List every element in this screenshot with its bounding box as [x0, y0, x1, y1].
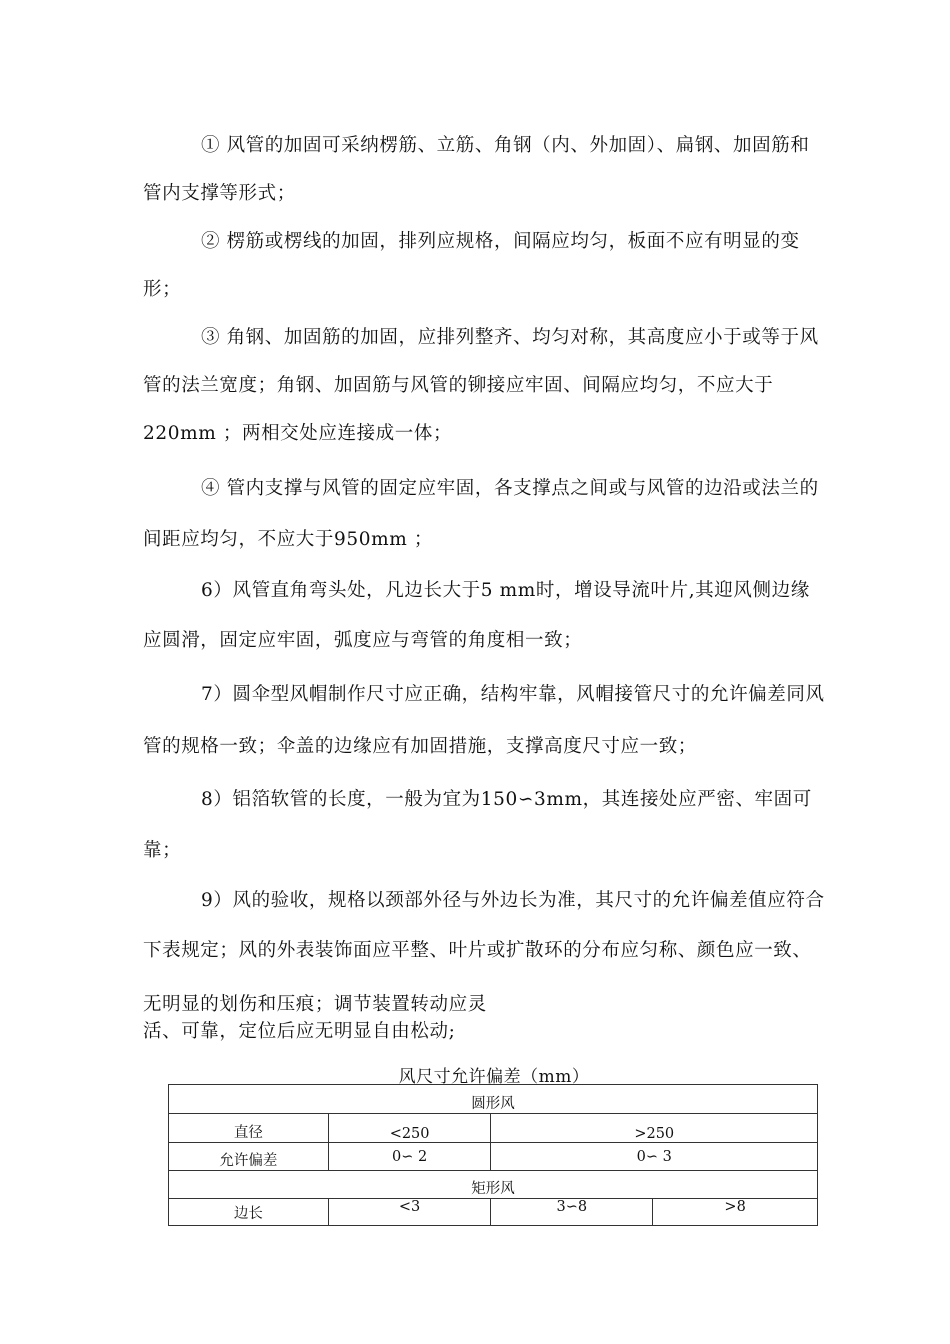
text-line: 7）圆伞型风帽制作尺寸应正确，结构牢靠，风帽接管尺寸的允许偏差同风 [201, 684, 825, 705]
side-gt-cell: >8 [653, 1199, 818, 1226]
diameter-lt-cell: <250 [328, 1114, 491, 1143]
text-line: 下表规定；风的外表装饰面应平整、叶片或扩散环的分布应匀称、颜色应一致、 [143, 940, 812, 961]
round-header-cell: 圆形风 [169, 1085, 818, 1114]
table-row [169, 1143, 818, 1171]
text-line: 9）风的验收，规格以颈部外径与外边长为准，其尺寸的允许偏差值应符合 [201, 890, 825, 911]
text-line: 应圆滑，固定应牢固，弧度应与弯管的角度相一致； [143, 630, 583, 651]
text-line: 220mm ；两相交处应连接成一体； [143, 423, 453, 444]
table-caption: 风尺寸允许偏差（mm） [398, 1067, 590, 1087]
text-line: ④ 管内支撑与风管的固定应牢固，各支撑点之间或与风管的边沿或法兰的 [201, 478, 819, 499]
text-line: 管的规格一致；伞盖的边缘应有加固措施，支撑高度尺寸应一致； [143, 736, 697, 757]
text-line: 管的法兰宽度；角钢、加固筋与风管的铆接应牢固、间隔应均匀，不应大于 [143, 375, 774, 396]
tolerance-lt-cell: 0∽ 2 [328, 1143, 491, 1171]
text-line: ③ 角钢、加固筋的加固，应排列整齐、均匀对称，其高度应小于或等于风 [201, 327, 819, 348]
diameter-gt-cell: >250 [491, 1114, 818, 1143]
text-line: 活、可靠，定位后应无明显自由松动; [143, 1021, 456, 1042]
table-row [169, 1085, 818, 1114]
text-line: 间距应均匀，不应大于950mm ； [143, 529, 433, 550]
tolerance-label-cell: 允许偏差 [169, 1143, 329, 1171]
text-line: ② 楞筋或楞线的加固，排列应规格，间隔应均匀，板面不应有明显的变 [201, 231, 800, 252]
tolerance-gt-cell: 0∽ 3 [491, 1143, 818, 1171]
text-line: 靠； [143, 840, 182, 861]
side-lt-cell: <3 [328, 1199, 491, 1226]
text-line: 管内支撑等形式； [143, 183, 296, 204]
text-line: 6）风管直角弯头处，凡边长大于5 mm时，增设导流叶片,其迎风侧边缘 [201, 580, 810, 601]
diameter-label-cell: 直径 [169, 1114, 329, 1143]
tolerance-table [168, 1084, 818, 1226]
text-line: 无明显的划伤和压痕；调节装置转动应灵 [143, 994, 487, 1015]
text-line: ① 风管的加固可采纳楞筋、立筋、角钢（内、外加固）、扁钢、加固筋和 [201, 135, 810, 156]
text-line: 形； [143, 279, 182, 300]
rect-header-cell: 矩形风 [169, 1171, 818, 1199]
table-row [169, 1114, 818, 1143]
text-line: 8）铝箔软管的长度，一般为宜为150∽3mm，其连接处应严密、牢固可 [201, 789, 812, 810]
side-mid-cell: 3∽8 [491, 1199, 653, 1226]
table-row [169, 1171, 818, 1199]
side-label-cell: 边长 [169, 1199, 329, 1226]
table-row [169, 1199, 818, 1226]
